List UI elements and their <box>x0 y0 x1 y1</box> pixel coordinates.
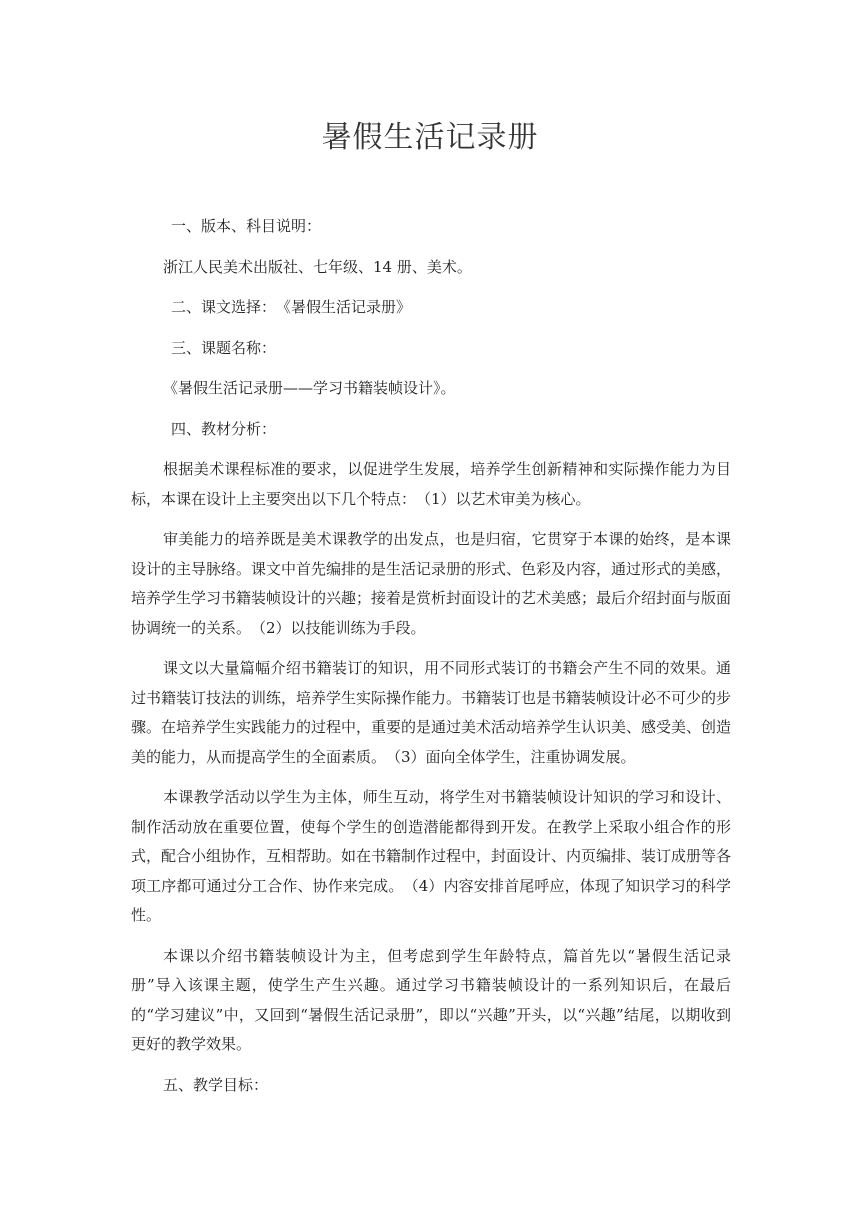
analysis-paragraph: 审美能力的培养既是美术课教学的出发点，也是归宿，它贯穿于本课的始终，是本课设计的主导脉络。课文中首先编排的是生活记录册的形式、色彩及内容，通过形式的美感，培养学生学习书籍装帧设计的兴趣；接着是赏析封面设计的艺术美感；最后介绍封面与版面协调统一的关系。 （2）以技能训练为手段。 <box>131 530 732 637</box>
document-body <box>131 212 731 1111</box>
analysis-paragraph: 根据美术课程标准的要求，以促进学生发展，培养学生创新精神和实际操作能力为目标，本课在设计上主要突出以下几个特点： （1）以艺术审美为核心。 <box>131 460 731 508</box>
document-title: 暑假生活记录册 <box>321 120 539 155</box>
topic-name: 《暑假生活记录册——学习书籍装帧设计》。 <box>163 379 456 397</box>
edition-info: 浙江人民美术出版社、七年级、14 册、美术。 <box>163 257 472 276</box>
section-heading-topic: 三、课题名称： <box>171 338 277 357</box>
analysis-paragraph: 本课以介绍书籍装帧设计为主，但考虑到学生年龄特点，篇首先以“暑假生活记录册”导入该课主题，使学生产生兴趣。通过学习书籍装帧设计的一系列知识后，在最后的“学习建议”中，又回到“暑假生活记录册”，即以“兴趣”开头，以“兴趣”结尾，以期收到更好的教学效果。 <box>131 946 731 1053</box>
section-heading-analysis: 四、教材分析： <box>171 419 277 438</box>
analysis-paragraph: 本课教学活动以学生为主体，师生互动，将学生对书籍装帧设计知识的学习和设计、制作活动放在重要位置，使每个学生的创造潜能都得到开发。在教学上采取小组合作的形式，配合小组协作，互相帮助。如在书籍制作过程中，封面设计、内页编排、装订成册等各项工序都可通过分工合作、协作来完成。 （4）内容安排首尾呼应，体现了知识学习的科学性。 <box>131 788 732 924</box>
analysis-paragraph: 课文以大量篇幅介绍书籍装订的知识，用不同形式装订的书籍会产生不同的效果。通过书籍装订技法的训练，培养学生实际操作能力。书籍装订也是书籍装帧设计必不可少的步骤。在培养学生实践能力的过程中，重要的是通过美术活动培养学生认识美、感受美、创造美的能力，从而提高学生的全面素质。 （3）面向全体学生，注重协调发展。 <box>131 659 732 766</box>
section-heading-text-choice: 二、课文选择： 《暑假生活记录册》 <box>171 298 412 316</box>
section-heading-edition: 一、版本、科目说明： <box>171 217 322 235</box>
section-heading-objectives: 五、教学目标： <box>163 1075 269 1094</box>
